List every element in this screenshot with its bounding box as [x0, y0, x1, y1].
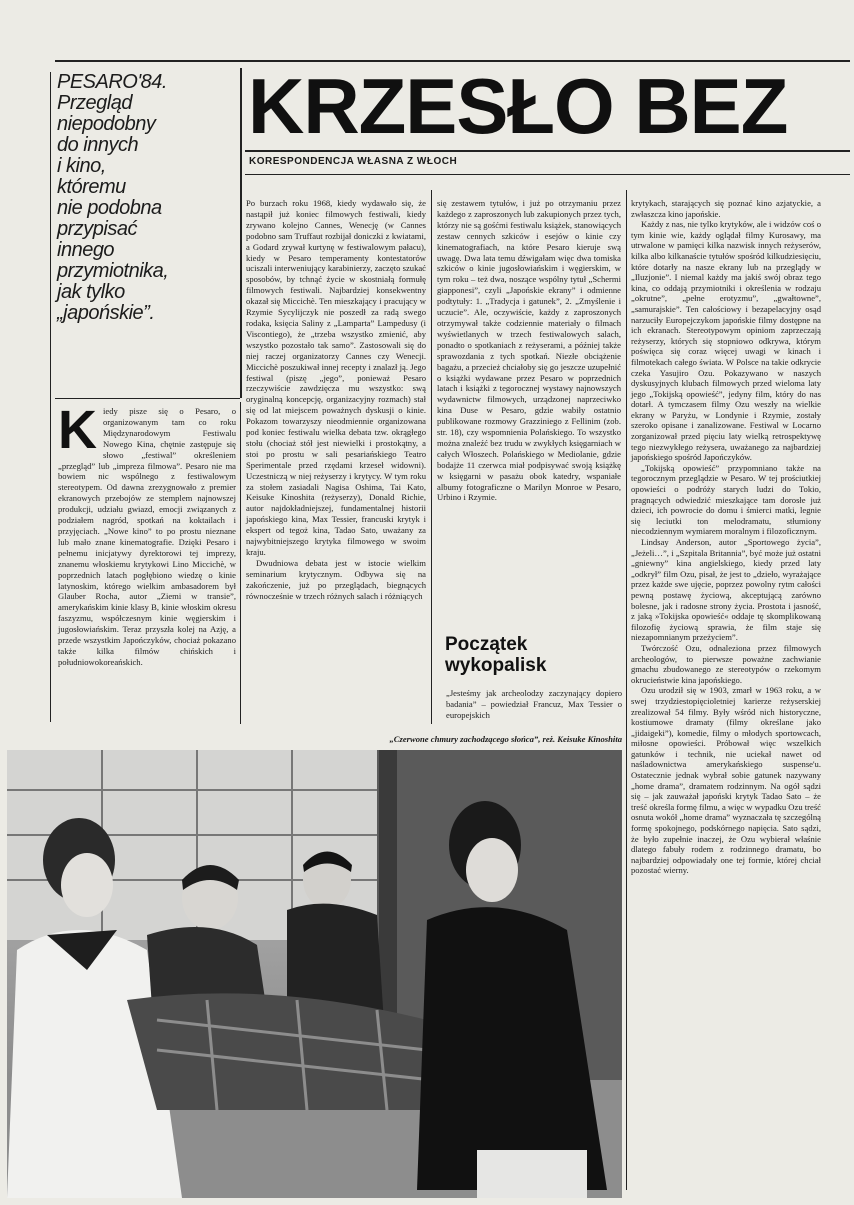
paragraph: Lindsay Anderson, autor „Sportowego życia”, „Jeżeli…”, i „Szpitala Britannia”, być może już ostatni „gniewny” kina angielskiego, kiedy przed laty „odkrył” film Ozu, pisał, że jest to „dzieło, wyrażające przez każde swe ujęcie, poprzez powolny rytm całości pewną postawę życiową, akceptującą zarówno bolesne, jak i radosne strony życia. Prostota i jasność, z jaką »Tokijska opowieść« oddaje tę skomplikowaną filozofię życiową sprawia, że film staje się niezapomnianym przeżyciem”. [631, 537, 821, 643]
column-divider-2 [431, 190, 432, 724]
article-column-1 [58, 400, 236, 668]
photo-caption: „Czerwone chmury zachodzącego słońca”, reż. Keisuke Kinoshita [389, 734, 622, 744]
lead-line: „japońskie”. [57, 302, 155, 324]
lead-divider [240, 68, 242, 398]
lead-line: Przegląd [57, 92, 132, 114]
lead-line: przypisać [57, 218, 137, 240]
paragraph: krytykach, starających się poznać kino azjatyckie, a zwłaszcza kino japońskie. [631, 198, 821, 219]
paragraph: Ozu urodził się w 1903, zmarł w 1963 roku, a w swej trzydziestopięcioletniej karierze reżyserskiej zrealizował 54 filmy. Były wśród nich historyczne, kostiumowe dramaty (filmy określane jako „jidaigeki”), komedie, filmy o młodych sportowcach, miłosne opowieści. Próbował więc wszelkich gatunków i technik, nie uciekał nawet od naśladownictwa amerykańskiego suspense'u. Ostatecznie jednak wybrał sobie gatunek nazywany „home drama”, dramatem rodzinnym. Na ogół sądzi się – jak zauważał japoński krytyk Tadao Sato – że treść określa formę filmu, a więc w wypadku Ozu treść osnuta wokół „home drama” wyznaczała tę szczególną formę spokojnego, podskórnego napięcia. Sato sądzi, że było zupełnie inaczej, że Ozu wybierał właśnie dlatego fabuły rodem z rodzinnego dramatu, bo najbardziej odpowiadały one tej formie, której chciał pozostać wierny. [631, 685, 821, 876]
lead-line: nie podobna [57, 197, 162, 219]
drop-cap: K [58, 400, 97, 460]
headline-underline [245, 150, 850, 152]
lead-intro [57, 72, 237, 324]
lead-line: do innych [57, 134, 139, 156]
lead-line: PESARO'84. [57, 71, 167, 93]
paragraph: się zestawem tytułów, i już po otrzymaniu przez każdego z zaproszonych lub zakupionych przez tych, którzy nie są gośćmi festiwalu książek, stanowiących zestaw cennych szkiców i esejów o kinie czy kinematografiach, na które Pesaro kieruje swą uwagę. Dwa lata temu dźwigałam więc dwa tomiska szkiców o kinie jugosłowiańskim i węgierskim, w tym roku – też dwa, noszące wspólny tytuł „Schermi giapponesi”, czyli „Japońskie ekrany” i odmienne podtytuły: 1. „Tradycja i gatunek”, 2. „Zmyślenie i uczucie”. Ale, oczywiście, każdy z zaproszonych otrzymywał także codziennie materiały o filmach wyświetlanych w trzech festiwalowych salach, ponadto o spotkaniach z reżyserami, a później także sprawozdania z tych spotkań. Niezłe obciążenie bagażu, a przecież chciałoby się go jeszcze uzupełnić o książki wydawane przez Pesaro w poprzednich latach i książki z tegorocznej wystawy najnowszych wydawnictw filmowych, urządzonej naprzeciwko kina Duse w Pesaro, gdzie wabiły ostatnio publikowane rozmowy Grazziniego z Fellinim (zob. str. 18), czy wspomnienia Polańskiego. To wszystko można znaleźć bez trudu w zwykłych księgarniach w całych Włoszech. Polańskiego w Mediolanie, gdzie bodajże 11 czerwca miał podpisywać swoją książkę w księgarni w pasażu obok katedry, wspaniałe albumy fotograficzne o Marilyn Monroe w Pesaro, Urbino i Rzymie. [437, 198, 621, 503]
paragraph: Kiedy pisze się o Pesaro, o organizowanym tam co roku Międzynarodowym Festiwalu Nowego Kina, chętnie zastępuje się słowo „festiwal” określeniem „przegląd” lub „impreza filmowa”. Pesaro nie ma bowiem nic wspólnego z festiwalowym stereotypem. Od dawna zrezygnowało z premier ekranowych przebojów ze stemplem najnowszej produkcji, udziału gwiazd, emocji związanych z podziałem nagród, spotkań na koktailach i przyjęciach. „Nowe kino” to po prostu nieznane lub mało znane kinematografie. Dzięki Pesaro i pełnemu inicjatywy dyrektorowi tej imprezy, znanemu włoskiemu krytykowi Lino Miccichè, w poprzednich latach pogłębiono wiedzę o kinie latynoskim, którego wielkim ambasadorem był Glauber Rocha, autor „Ziemi w transie”, amerykańskim kinie klasy B, kinie włoskim okresu faszyzmu, współczesnym kinie węgierskim i jugosłowiańskim. Teraz przyszła kolej na Azję, a przede wszystkim Japończyków, chociaż pokazano także kilka filmów chińskich i południowokoreańskich. [58, 400, 236, 667]
subhead-underline [245, 174, 850, 175]
lead-bottom-rule [55, 398, 240, 399]
paragraph: „Jesteśmy jak archeolodzy zaczynający dopiero badania” – powiedział Francuz, Max Tessier o europejskich [446, 688, 622, 720]
paragraph: Dwudniowa debata jest w istocie wielkim seminarium krytycznym. Odbywa się na zakończenie, już po przeglądach, biegnących równocześnie w trzech różnych salach i różniących [246, 557, 426, 601]
article-column-3b [446, 688, 622, 721]
article-column-2 [246, 198, 426, 602]
film-still-photo [7, 750, 622, 1198]
lead-line: niepodobny [57, 113, 156, 135]
paragraph: Twórczość Ozu, odnaleziona przez filmowych archeologów, to pierwsze poważne zachwianie gmachu zbudowanego ze stereotypów o rzekomym okrucieństwie kina japońskiego. [631, 642, 821, 685]
subhead: KORESPONDENCJA WŁASNA Z WŁOCH [249, 156, 458, 167]
article-column-3 [437, 198, 621, 503]
paragraph: Każdy z nas, nie tylko krytyków, ale i widzów coś o tym kinie wie, każdy oglądał filmy Kurosawy, ma utrwalone w pamięci kilka nazwisk innych reżyserów, kilka albo kilkanaście tytułów spośród kilkudziesięciu, które dotarły na nasze ekrany lub na przeglądy w „Iluzjonie”. I niemal każdy ma jakiś swój obraz tego kina, co oddają przymiotniki i określenia w rodzaju „okrutne”, „pełne erotyzmu”, „gwałtowne”, „samurajskie”. Ten całościowy i bezapelacyjny osąd narzuciły Europejczykom japońskie filmy dostępne na ich ekranach. Stereotypowym opiniom zaprzeczają reżyserzy, których się stopniowo odkrywa, którym poświęca się coraz więcej uwagi w kinach i filmotekach całego świata. W Polsce na takie odkrycie czeka Yasujiro Ozu. Pokazywano w naszych dyskusyjnych klubach filmowych przed wieloma laty jego „Tokijską opowieść”, jedyny film, który do nas dotarł. A tymczasem filmy Ozu weszły na wielkie ekrany w Paryżu, w Londynie i Rzymie, zostały szeroko opisane i zanalizowane. Festiwal w Locarno zorganizował przed pięciu laty wielką retrospektywę tego niezwykłego reżysera, uważanego za najbardziej japońskiego spośród Japończyków. [631, 219, 821, 463]
section-heading: Początek wykopalisk [445, 634, 547, 676]
headline: KRZESŁO BEZ [248, 62, 788, 150]
paragraph: Po burzach roku 1968, kiedy wydawało się, że nastąpił już koniec filmowych festiwali, kiedy zrywano kolejno Cannes, Wenecję (w Cannes podobno sam Truffaut rozbijał doniczki z kwiatami, a Godard zrywał kurtynę w festiwalowym pałacu), kiedy w Pesaro temperamenty kontestatorów uciszali interweniujący karabinierzy, zaczęto szukać sposobów, by tchnąć życie w skostniałą formułę filmowych festiwali. Najbardziej konsekwentny okazał się Miccichè. Ten mieszkający i pracujący w Rzymie Sycylijczyk nie poszedł za radą swego rodaka, księcia Saliny z „Lamparta” Lampedusy (i Viscontiego), że „trzeba wszystko zmienić, aby wszystko pozostało tak samo”. Zastosowali się do niej raczej organizatorzy Cannes czy Wenecji. Miccichè poszukiwał innej recepty i znalazł ją. Jego festiwal (piszę „jego”, ponieważ Pesaro rzeczywiście zawdzięcza mu wszystko: swą oryginalną koncepcję, organizacyjny rozmach) stał się od lat miejscem poważnych dyskusji o kinie. Pokazom towarzyszy nieodmiennie organizowana pod koniec festiwalu wielka debata tzw. okrągłego stołu (chociaż stół jest niewielki i prostokątny, a stoi po prostu w sali pesariańskiego Teatro Sperimentale przed rzędami krzeseł widowni). Uczestniczą w niej reżyserzy i krytycy. W tym roku za stołem zasiadali Nagisa Oshima, Tai Kato, Keisuke Kinoshita (reżyserzy), Donald Richie, autor najdokładniejszej, fundamentalnej historii japońskiego kina, Max Tessier, francuski krytyk i ekspert od tegoż kina, Tadao Sato, uważany za najwybitniejszego krytyka filmowego w swoim kraju. [246, 198, 426, 557]
lead-line: i kino, [57, 155, 106, 177]
lead-line: przymiotnika, [57, 260, 169, 282]
lead-line: któremu [57, 176, 126, 198]
film-still-image [7, 750, 622, 1198]
column-divider-1 [240, 402, 241, 724]
lead-line: jak tylko [57, 281, 125, 303]
article-column-4 [631, 198, 821, 876]
lead-line: innego [57, 239, 115, 261]
paragraph: „Tokijską opowieść” przypomniano także na tegorocznym przeglądzie w Pesaro. W tej prościutkiej opowieści o podróży starych ludzi do Tokio, pragnących odwiedzić mieszkające tam dorosłe już dzieci, ich powrocie do domu i śmierci matki, legnie się leciutki ton melodramatu, stłumiony niecodziennym wymiarem moralnym i filozoficznym. [631, 462, 821, 537]
left-margin-rule [50, 72, 51, 722]
column-divider-3 [626, 190, 627, 1190]
